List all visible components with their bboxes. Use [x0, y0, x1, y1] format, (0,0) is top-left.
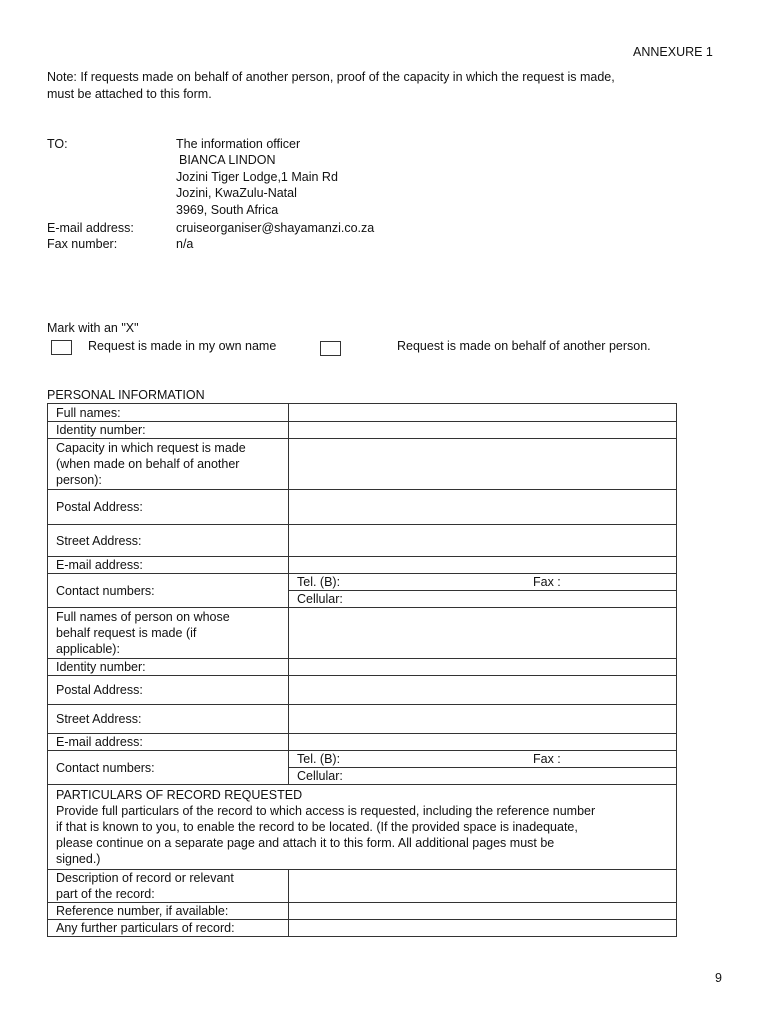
recipient-line-1: The information officer	[176, 137, 301, 151]
postal-address-field[interactable]	[289, 490, 677, 525]
behalf-checkbox[interactable]	[320, 341, 341, 356]
street-address-field[interactable]	[289, 525, 677, 557]
behalf-person-label-line-2: behalf request is made (if	[56, 626, 197, 640]
identity-number-2-label: Identity number:	[48, 659, 289, 676]
reference-number-field[interactable]	[289, 903, 677, 920]
postal-address-2-field[interactable]	[289, 676, 677, 705]
recipient-line-2: BIANCA LINDON	[179, 153, 276, 167]
identity-number-field[interactable]	[289, 422, 677, 439]
fax-value: n/a	[176, 237, 194, 251]
behalf-label: Request is made on behalf of another person.	[397, 339, 651, 353]
full-names-field[interactable]	[289, 404, 677, 422]
page-number: 9	[715, 971, 722, 985]
cellular-2-field[interactable]	[289, 768, 677, 785]
fax-label: Fax number:	[47, 237, 118, 251]
particulars-line-2: if that is known to you, to enable the record to be located. (If the provided space is inadequate,	[56, 820, 578, 834]
own-name-label: Request is made in my own name	[88, 339, 277, 353]
capacity-label-line-3: person):	[56, 473, 102, 487]
further-particulars-field[interactable]	[289, 920, 677, 937]
behalf-person-field[interactable]	[289, 608, 677, 659]
reference-number-label: Reference number, if available:	[48, 903, 289, 920]
mark-instruction: Mark with an "X"	[47, 321, 139, 335]
identity-number-2-field[interactable]	[289, 659, 677, 676]
contact-numbers-2-label: Contact numbers:	[48, 751, 289, 785]
particulars-line-4: signed.)	[56, 852, 101, 866]
email-label: E-mail address:	[47, 221, 134, 235]
email-address-2-field[interactable]	[289, 734, 677, 751]
email-value: cruiseorganiser@shayamanzi.co.za	[176, 221, 375, 235]
tel-b-2-label: Tel. (B):	[297, 752, 341, 766]
particulars-line-3: please continue on a separate page and attach it to this form. All additional pages must be	[56, 836, 555, 850]
capacity-field[interactable]	[289, 439, 677, 490]
particulars-line-1: Provide full particulars of the record to which access is requested, including the reference number	[56, 804, 596, 818]
behalf-person-label-line-3: applicable):	[56, 642, 120, 656]
annexure-label: ANNEXURE 1	[633, 45, 713, 59]
recipient-line-5: 3969, South Africa	[176, 203, 279, 217]
recipient-line-3: Jozini Tiger Lodge,1 Main Rd	[176, 170, 338, 184]
section-title: PERSONAL INFORMATION	[47, 388, 205, 402]
capacity-label	[48, 439, 289, 490]
note-line-1: Note: If requests made on behalf of another person, proof of the capacity in which the request is made,	[47, 70, 615, 84]
cellular-2-label: Cellular:	[297, 769, 343, 783]
contact-numbers-label: Contact numbers:	[48, 574, 289, 608]
capacity-label-line-2: (when made on behalf of another	[56, 457, 240, 471]
tel-fax-2-field[interactable]	[289, 751, 677, 768]
further-particulars-label: Any further particulars of record:	[48, 920, 289, 937]
postal-address-label: Postal Address:	[48, 490, 289, 525]
full-names-label: Full names:	[48, 404, 289, 422]
behalf-person-label	[48, 608, 289, 659]
identity-number-label: Identity number:	[48, 422, 289, 439]
description-label-line-1: Description of record or relevant	[56, 871, 234, 885]
tel-fax-field[interactable]	[289, 574, 677, 591]
street-address-2-label: Street Address:	[48, 705, 289, 734]
behalf-person-label-line-1: Full names of person on whose	[56, 610, 230, 624]
tel-b-label: Tel. (B):	[297, 575, 341, 589]
street-address-label: Street Address:	[48, 525, 289, 557]
note-line-2: must be attached to this form.	[47, 87, 212, 101]
own-name-checkbox[interactable]	[51, 340, 72, 355]
to-label: TO:	[47, 137, 68, 151]
cellular-label: Cellular:	[297, 592, 343, 606]
fax-field-label: Fax :	[533, 575, 561, 589]
email-address-label: E-mail address:	[48, 557, 289, 574]
description-label-line-2: part of the record:	[56, 887, 155, 901]
email-address-field[interactable]	[289, 557, 677, 574]
description-label	[48, 870, 289, 903]
email-address-2-label: E-mail address:	[48, 734, 289, 751]
description-field[interactable]	[289, 870, 677, 903]
capacity-label-line-1: Capacity in which request is made	[56, 441, 246, 455]
recipient-line-4: Jozini, KwaZulu-Natal	[176, 186, 297, 200]
particulars-title: PARTICULARS OF RECORD REQUESTED	[56, 788, 303, 802]
street-address-2-field[interactable]	[289, 705, 677, 734]
particulars-section	[48, 785, 677, 870]
personal-information-table	[47, 403, 677, 937]
fax-2-field-label: Fax :	[533, 752, 561, 766]
postal-address-2-label: Postal Address:	[48, 676, 289, 705]
cellular-field[interactable]	[289, 591, 677, 608]
